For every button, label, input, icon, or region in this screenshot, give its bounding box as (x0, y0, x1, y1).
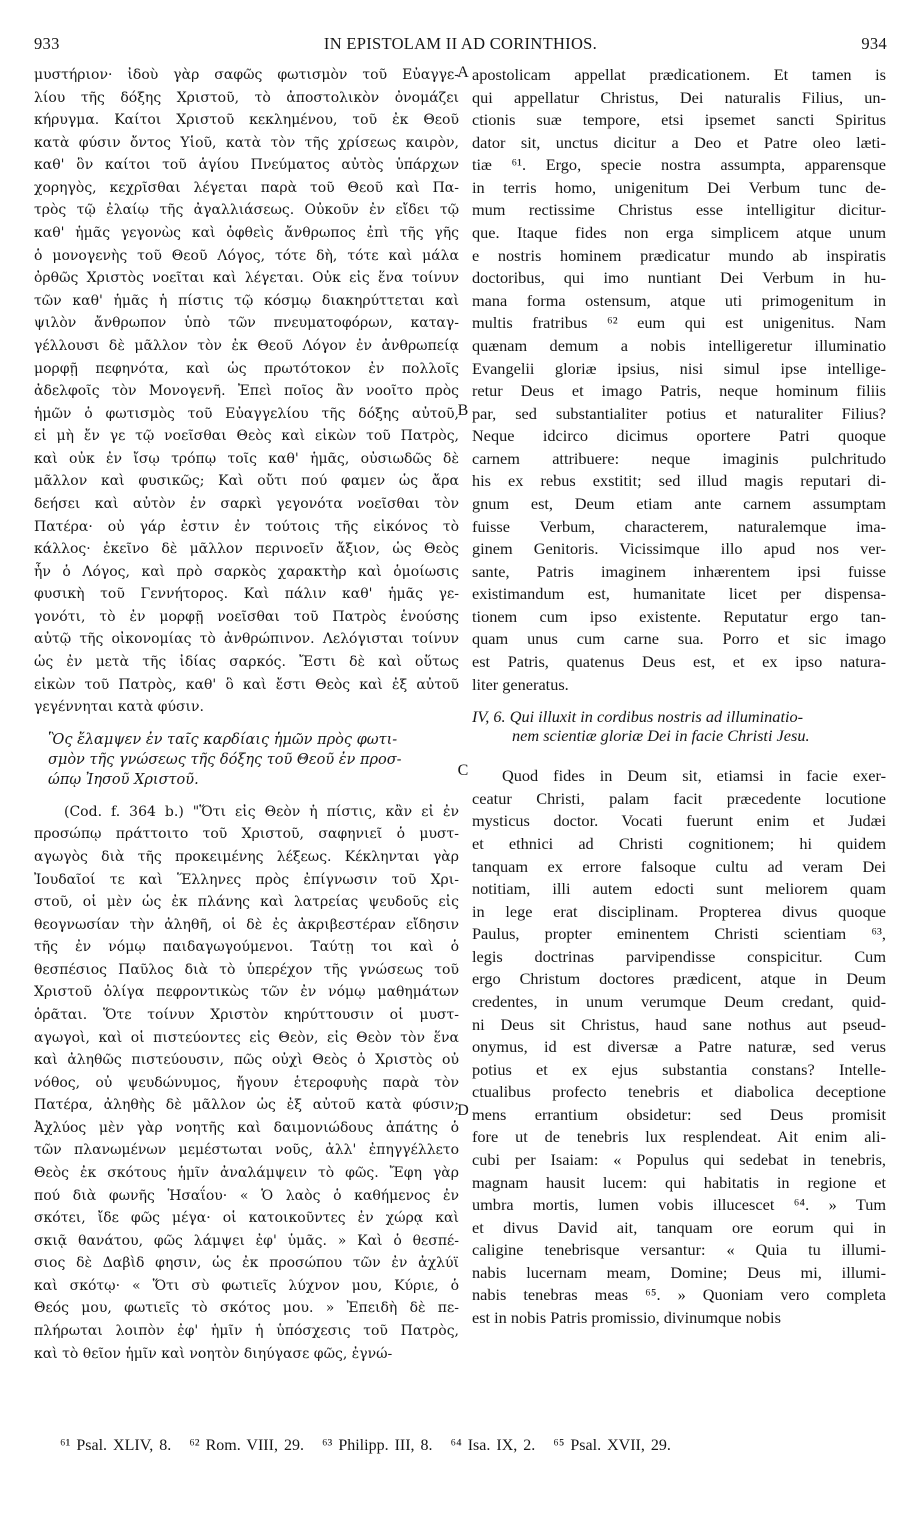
greek-paragraph-2 (34, 801, 459, 1365)
text-line: et divus David ait, tanquam ore eorum qui in (472, 1217, 886, 1237)
text-line: Πατέρα, ἀληθὴς δὲ μᾶλλον ὡς ἐξ αὐτοῦ κατὰ φύσιν; (34, 1097, 459, 1114)
text-line: dator sit, unctus dicitur a Deo et Patre oleo læti- (472, 132, 886, 152)
margin-letter-c: C (457, 762, 469, 779)
text-line: ginem Genitoris. Vicissimque illo apud nos ver- (472, 539, 886, 559)
footnote-62: ⁶² Rom. VIII, 29. (189, 1437, 304, 1454)
text-line: Θεός μου, φωτιεῖς τὸ σκότος μου. » Ἐπειδὴ δὲ πε- (34, 1300, 459, 1317)
text-line: τῶν πλανωμένων μεμέστωται νοῦς, ἀλλ' ἐπηγγέλλετο (34, 1142, 459, 1159)
text-line: χορηγὸς, κεχρῖσθαι λέγεται παρὰ τοῦ Θεοῦ καὶ Πα- (34, 179, 459, 196)
text-line: umbra mortis, lumen vobis illucescet ⁶⁴. » Tum (472, 1195, 886, 1215)
running-header (34, 34, 887, 58)
text-line: Paulus, propter eminentem Christi scientiam ⁶³, (472, 924, 886, 944)
text-line: ώπῳ Ἰησοῦ Χριστοῦ. (48, 771, 199, 788)
text-line: quam unus cum carne sua. Porro et sic imago (472, 629, 886, 649)
text-line: potius et ex ejus substantia constans? Intelle- (472, 1059, 886, 1079)
text-line: μορφῇ πεφηνότα, καὶ ὡς πρωτότοκον ἐν πολλοῖς (34, 360, 459, 377)
text-line: αγωγὸς διὰ τῆς προκειμένης λέξεως. Κέκληνται γὰρ (34, 848, 459, 865)
text-line: Neque idcirco dicimus oportere Patri quoque (472, 426, 886, 446)
text-line: τρὸς τῷ ἐλαίῳ τῆς ἀγαλλιάσεως. Οὐκοῦν ἐν εἴδει τῷ (34, 202, 459, 219)
text-line: κήρυγμα. Καίτοι Χριστοῦ κεκλημένου, τοῦ ἐκ Θεοῦ (34, 112, 459, 129)
text-line: ni Deus sit Christus, haud sane nothus aut pseud- (472, 1014, 886, 1034)
page-number-right: 934 (861, 34, 887, 53)
text-line: μᾶλλον καὶ φυσικῶς; Καὶ οὔτι πού φαμεν ὡς ἄρα (34, 473, 459, 490)
text-line: qui appellatur Christus, Dei naturalis Filius, un- (472, 87, 886, 107)
text-line: ergo Christum doctores prædicent, atque in Deum (472, 969, 886, 989)
text-line: τῆς ἐν νόμῳ παιδαγωγούμενοι. Ταύτῃ τοι καὶ ὁ (34, 939, 459, 956)
text-line: liter generatus. (472, 674, 569, 694)
text-line: gnum est, Deum etiam ante carnem assumptam (472, 493, 886, 513)
latin-paragraph-1 (472, 64, 886, 696)
text-line: σκότει, ἴδε φῶς μέγα· οἱ κατοικοῦντες ἐν χώρᾳ καὶ (34, 1210, 459, 1227)
text-line: tanquam ex errore falsoque cultu ad veram Dei (472, 856, 886, 876)
footnotes (60, 1437, 887, 1455)
text-line: Ἀχλύος μὲν γὰρ νοητῆς καὶ δαιμονιώδους ἀπάτης ὁ (34, 1119, 459, 1136)
text-line: αγωγοὶ, καὶ οἱ πιστεύοντες εἰς Θεὸν, εἰς Θεὸν τὸν ἕνα (34, 1029, 459, 1046)
text-line: mens errantium obsidetur: sed Deus promisit (472, 1104, 886, 1124)
text-line: (Cod. f. 364 b.) "Ὅτι εἰς Θεὸν ἡ πίστις, κἂν εἰ ἐν (64, 803, 459, 820)
text-line: nabis tenebras meas ⁶⁵. » Quoniam vero completa (472, 1285, 886, 1305)
text-line: Ἰουδαῖοί τε καὶ Ἕλληνες πρὸς ἐπίγνωσιν τοῦ Χρι- (34, 871, 459, 888)
text-line: onymus, id est diversæ a Patre naturæ, sed verus (472, 1037, 886, 1057)
text-line: γέλλουσι δὲ μᾶλλον τὸν ἐκ Θεοῦ Λόγον ἐν ἀνθρωπείᾳ (34, 337, 459, 354)
text-line: πλήρωται λοιπὸν ἐφ' ἡμῖν ἡ ὑπόσχεσις τοῦ Πατρὸς, (34, 1323, 459, 1340)
page-number-left: 933 (34, 34, 60, 53)
text-line: θεογνωσίαν τὴν ἀληθῆ, οἱ δὲ ἐς ἀκριβεστέραν εἴδησιν (34, 916, 459, 933)
latin-paragraph-2 (472, 765, 886, 1329)
text-line: doctoribus, qui imo nuntiant Dei Verbum in hu- (472, 268, 886, 288)
text-line: Πατέρα· οὐ γάρ ἐστιν ἐν τούτοις τῆς εἰκόνος τὸ (34, 518, 459, 535)
text-line: tiæ ⁶¹. Ergo, specie nostra assumpta, apparensque (472, 155, 886, 175)
greek-column (34, 64, 459, 1365)
latin-lemma (472, 707, 886, 745)
text-line: his ex rebus exstitit; sed illud magis reputari di- (472, 471, 886, 491)
text-line: ἀδελφοῖς τὸν Μονογενῆ. Ἐπεὶ ποῖος ἂν νοοῖτο πρὸς (34, 383, 459, 400)
text-line: cubi per Isaiam: « Populus qui sedebat in tenebris, (472, 1150, 886, 1170)
margin-letter-d: D (457, 1102, 469, 1119)
text-line: στοῦ, οἱ μὲν ὡς ἐκ πλάνης καὶ λατρείας ψευδοῦς εἰς (34, 894, 459, 911)
text-line: quænam demum a nobis intelligeretur illuminatio (472, 335, 886, 355)
text-line: τῶν καθ' ἡμᾶς ἡ πίστις τῷ κόσμῳ διακηρύττεται καὶ (34, 292, 459, 309)
greek-lemma (34, 730, 459, 790)
text-line: sante, Patris imaginem inhærentem ipsi fuisse (472, 561, 886, 581)
text-line: προσώπῳ πράττοιτο τοῦ Χριστοῦ, σαφηνιεῖ ὁ μυστ- (34, 826, 459, 843)
text-line: ὡς ἐν μετὰ τῆς ἰδίας σαρκός. Ἔστι δὲ καὶ οὕτως (34, 654, 459, 671)
text-line: σκιᾷ θανάτου, φῶς λάμψει ἐφ' ὑμᾶς. » Καὶ ὁ θεσπέ- (34, 1232, 459, 1249)
text-line: e nostris hominem prædicatur mundo ab inspiratis (472, 245, 886, 265)
text-line: multis fratribus ⁶² eum qui est unigenitus. Nam (472, 313, 886, 333)
text-line: καθ' ὃν καίτοι τοῦ ἁγίου Πνεύματος αὐτὸς ὑπάρχων (34, 157, 459, 174)
text-line: in terris homo, unigenitum Dei Verbum tunc de- (472, 177, 886, 197)
text-line: λίου τῆς δόξης Χριστοῦ, τὸ ἀποστολικὸν ὀνομάζει (34, 89, 459, 106)
text-line: αὐτῷ τῆς οἰκονομίας τὸ ἀνθρώπινον. Λελόγισται τοίνυν (34, 631, 459, 648)
text-line: apostolicam appellat prædicationem. Et tamen is (472, 65, 886, 84)
text-line: καὶ σκότῳ· « Ὅτι σὺ φωτιεῖς λύχνον μου, Κύριε, ὁ (34, 1277, 459, 1294)
text-line: in lege erat disciplinam. Propterea divus quoque (472, 901, 886, 921)
text-line: par, sed substantialiter potius et naturaliter Filius? (472, 403, 886, 423)
text-line: θεσπέσιος Παῦλος διὰ τὸ ὑπερέχον τῆς γνώσεως τοῦ (34, 961, 459, 978)
text-line: σιος δὲ Δαβὶδ φησιν, ὡς ἐκ προσώπου τῶν ἐν ἀχλύϊ (34, 1255, 459, 1272)
text-line: καθ' ἡμᾶς γεγονὼς καὶ ὀφθεὶς ἄνθρωπος ἐπὶ τῆς γῆς (34, 225, 459, 242)
text-line: est Patris, quatenus Deus est, et ex ipso natura- (472, 652, 886, 672)
text-line: est in nobis Patris promissio, divinumque nobis (472, 1308, 781, 1328)
text-line: ἦν ὁ Λόγος, καὶ πρὸ σαρκὸς χαρακτὴρ καὶ ὁμοίωσις (34, 563, 459, 580)
text-line: credentes, in unum verumque Deum credant, quid- (472, 991, 886, 1011)
text-line: existimandum est, humanitate licet per dispensa- (472, 584, 886, 604)
text-line: caligine tenebrisque versantur: « Quia tu illumi- (472, 1240, 886, 1260)
text-line: πού διὰ φωνῆς Ἡσαΐου· « Ὁ λαὸς ὁ καθήμενος ἐν (34, 1187, 459, 1204)
text-line: ctionis suæ tempore, etsi ipsemet sancti Spiritus (472, 110, 886, 130)
greek-paragraph-1 (34, 64, 459, 719)
text-line: ceatur Christi, palam facit præcedente locutione (472, 788, 886, 808)
text-line: Evangelii gloriæ ipsius, nisi simul ipse intellige- (472, 358, 886, 378)
text-line: fuisse Verbum, characterem, naturalemque ima- (472, 516, 886, 536)
footnote-64: ⁶⁴ Isa. IX, 2. (450, 1437, 536, 1454)
text-line: ἡμῶν ὁ φωτισμὸς τοῦ Εὐαγγελίου τῆς δόξης αὐτοῦ, (34, 405, 459, 422)
text-line: mum rectissime Christus esse intelligitur dicitur- (472, 200, 886, 220)
text-line: ctualibus profecto tenebris et diabolica deceptione (472, 1082, 886, 1102)
text-line: magnam hausit lucem: qui habitatis in regione et (472, 1172, 886, 1192)
text-line: εἰ μὴ ἔν γε τῷ νοεῖσθαι Θεὸς καὶ εἰκὼν τοῦ Πατρὸς, (34, 428, 459, 445)
text-line: γεγέννηται κατὰ φύσιν. (34, 699, 204, 716)
footnote-63: ⁶³ Philipp. III, 8. (321, 1437, 433, 1454)
text-line: καὶ ἀληθῶς πιστεύουσιν, πῶς οὐχὶ Θεὸς ὁ Χριστὸς οὐ (34, 1052, 459, 1069)
text-line: σμὸν τῆς γνώσεως τῆς δόξης τοῦ Θεοῦ ἐν προσ- (48, 751, 402, 768)
text-line: carnem attribuere: neque imaginis pulchritudo (472, 448, 886, 468)
text-line: retur Deus et imago Patris, neque hominum filiis (472, 381, 886, 401)
text-line: κατὰ φύσιν ὄντος Υἱοῦ, κατὰ τὸν τῆς χρίσεως καιρὸν, (34, 134, 459, 151)
text-line: γονότι, τὸ ἐν μορφῇ νοεῖσθαι τοῦ Πατρὸς ἑνούσης (34, 608, 459, 625)
text-line: ὁ μονογενὴς τοῦ Θεοῦ Λόγος, τότε δὴ, τότε καὶ μάλα (34, 247, 459, 264)
text-line: δεήσει καὶ αὐτὸν ἐν σαρκὶ γεγονότα νοεῖσθαι τὸν (34, 495, 459, 512)
text-line: nabis lucernam meam, Domine; Deus mi, illumi- (472, 1262, 886, 1282)
text-line: mysticus doctor. Vocati fuerunt enim et Judæi (472, 811, 886, 831)
text-line: Quod fides in Deum sit, etiamsi in facie exer- (502, 766, 886, 786)
text-line: καὶ οὐκ ἐν ἴσῳ τρόπῳ τοῖς καθ' ἡμᾶς, οὐσιωδῶς δὲ (34, 450, 459, 467)
text-line: IV, 6. Qui illuxit in cordibus nostris ad illuminatio- (472, 707, 804, 727)
footnote-61: ⁶¹ Psal. XLIV, 8. (60, 1437, 172, 1454)
text-line: φυσικὴ τοῦ Γεννήτορος. Καὶ πάλιν καθ' ἡμᾶς γε- (34, 586, 459, 603)
margin-letter-a: A (457, 64, 469, 81)
text-line: ὁρᾶται. Ὅτε τοίνυν Χριστὸν κηρύττουσιν οἱ μυστ- (34, 1006, 459, 1023)
text-line: ψιλὸν ἄνθρωπον ὑπὸ τῶν πνευματοφόρων, καταγ- (34, 315, 459, 332)
text-line: que. Itaque fides non erga simplicem atque unum (472, 223, 886, 243)
footnote-65: ⁶⁵ Psal. XVII, 29. (553, 1437, 671, 1454)
text-line: Χριστοῦ ὀλίγα πεφροντικὼς τῶν ἐν νόμῳ μαθημάτων (34, 984, 459, 1001)
text-line: Ὃς ἔλαμψεν ἐν ταῖς καρδίαις ἡμῶν πρὸς φωτι- (48, 731, 398, 748)
text-line: νόθος, οὐ ψευδώνυμος, ἤγουν ἑτεροφυὴς παρὰ τὸν (34, 1074, 459, 1091)
text-line: mana forma ostensum, atque uti primogenitum in (472, 290, 886, 310)
text-line: κάλλος· ἐκεῖνο δὲ μᾶλλον περινοεῖν ἄξιον, ὡς Θεὸς (34, 541, 459, 558)
text-line: nem scientiæ gloriæ Dei in facie Christi Jesu. (512, 726, 810, 746)
text-line: καὶ τὸ θεῖον ἡμῖν καὶ νοητὸν διηύγασε φῶς, ἐγνώ- (34, 1345, 393, 1362)
text-line: et ethnici ad Christi cognitionem; hi quidem (472, 833, 886, 853)
running-title: IN EPISTOLAM II AD CORINTHIOS. (323, 34, 598, 53)
margin-letter-b: B (457, 402, 469, 419)
text-line: μυστήριον· ἰδοὺ γὰρ σαφῶς φωτισμὸν τοῦ Εὐαγγε- (34, 67, 459, 83)
text-line: εἰκὼν τοῦ Πατρὸς, καθ' ὃ καὶ ἔστι Θεὸς καὶ ἐξ αὐτοῦ (34, 676, 459, 693)
text-line: legis doctrinas parvipendisse conspicitur. Cum (472, 946, 886, 966)
text-line: notitiam, illi autem edocti sunt meliorem quam (472, 879, 886, 899)
text-line: ὀρθῶς Χριστὸς νοεῖται καὶ λέγεται. Οὐκ εἰς ἕνα τοίνυν (34, 270, 459, 287)
text-line: fore ut de tenebris lux resplendeat. Ait enim ali- (472, 1127, 886, 1147)
text-line: Θεὸς ἐκ σκότους ἡμῖν ἀναλάμψειν τὸ φῶς. Ἔφη γὰρ (34, 1165, 459, 1182)
text-line: tionem cum ipso existente. Reputatur ergo tan- (472, 606, 886, 626)
latin-column (472, 64, 886, 1330)
